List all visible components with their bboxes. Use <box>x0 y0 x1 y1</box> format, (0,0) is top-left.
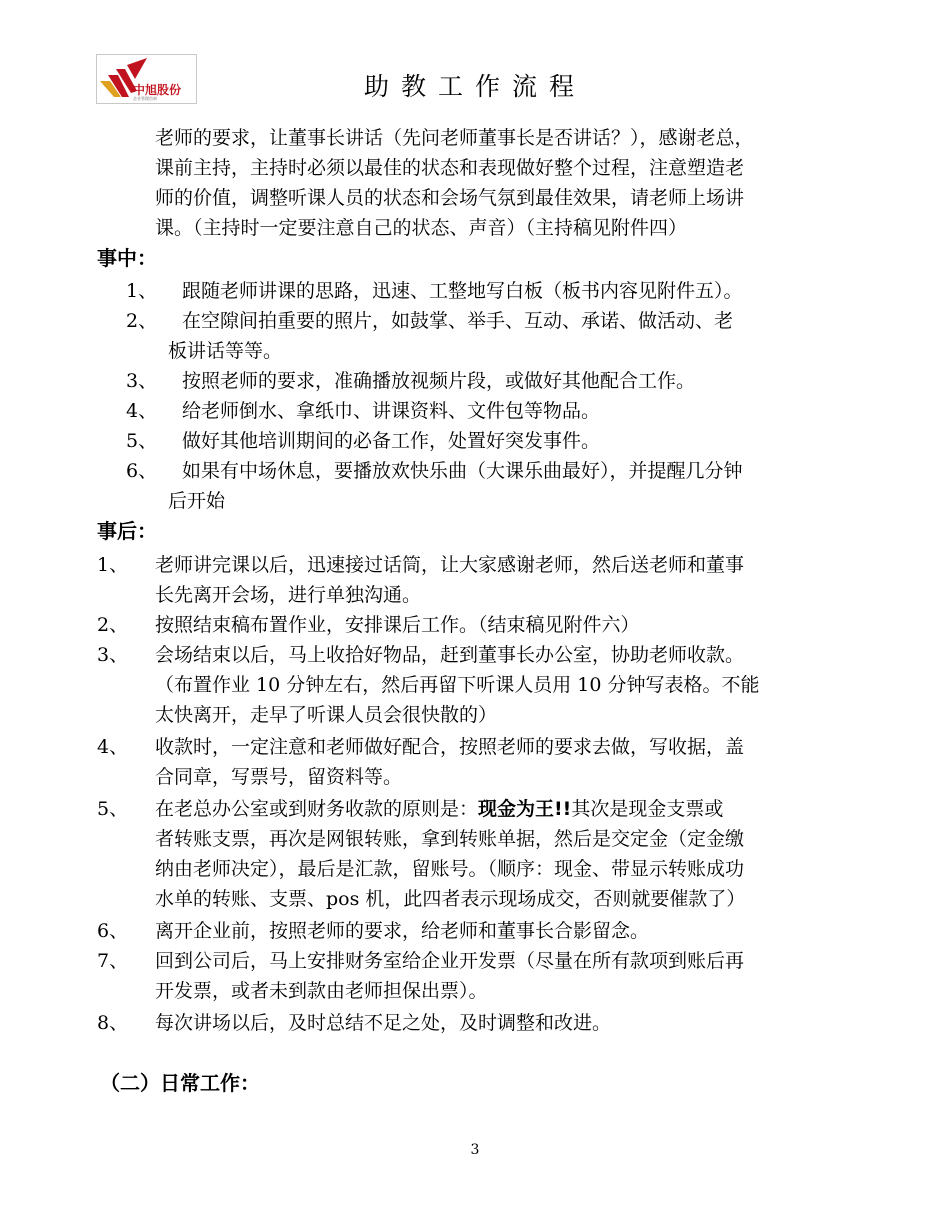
text-line: 课。（主持时一定要注意自己的状态、声音）（主持稿见附件四） <box>155 217 688 239</box>
list-item-text: 跟随老师讲课的思路，迅速、工整地写白板（板书内容见附件五）。 <box>182 280 743 302</box>
list-item-text: 如果有中场休息，要播放欢快乐曲（大课乐曲最好），并提醒几分钟 <box>182 460 743 482</box>
list-item-text: 回到公司后，马上安排财务室给企业开发票（尽量在所有款项到账后再 <box>155 950 745 972</box>
list-item-text: （布置作业 10 分钟左右，然后再留下听课人员用 10 分钟写表格。不能 <box>155 674 760 696</box>
list-item-text: 离开企业前，按照老师的要求，给老师和董事长合影留念。 <box>155 920 650 942</box>
emphasis-text: 现金为王!! <box>478 798 572 820</box>
list-item-number: 2、 <box>97 614 129 636</box>
list-item-text: 者转账支票，再次是网银转账，拿到转账单据，然后是交定金（定金缴 <box>155 828 745 850</box>
list-item-number: 6、 <box>97 920 129 942</box>
logo-subtext: 企业管理咨询 <box>133 96 157 101</box>
list-item-number: 1、 <box>97 554 129 576</box>
list-item-text: 水单的转账、支票、pos 机，此四者表示现场成交，否则就要催款了） <box>155 888 746 910</box>
page-title: 助教工作流程 <box>363 72 586 101</box>
list-item-text: 按照老师的要求，准确播放视频片段，或做好其他配合工作。 <box>182 370 696 392</box>
list-item-number: 8、 <box>97 1012 129 1034</box>
list-item-number: 5、 <box>97 798 129 820</box>
list-item-number: 2、 <box>126 310 158 332</box>
page-number: 3 <box>470 1142 480 1158</box>
logo-text: 中旭股份 <box>133 83 182 97</box>
list-item-text: 会场结束以后，马上收拾好物品，赶到董事长办公室，协助老师收款。 <box>155 644 745 666</box>
list-item-text: 纳由老师决定），最后是汇款，留账号。（顺序：现金、带显示转账成功 <box>155 858 745 880</box>
list-item-number: 5、 <box>126 430 158 452</box>
list-item-text: 按照结束稿布置作业，安排课后工作。（结束稿见附件六） <box>155 614 640 636</box>
section-heading-daily-work: （二）日常工作： <box>100 1071 260 1095</box>
list-item-text: 收款时，一定注意和老师做好配合，按照老师的要求去做，写收据，盖 <box>155 736 745 758</box>
section-heading: 事中： <box>97 246 157 270</box>
list-item-text: 开发票，或者未到款由老师担保出票）。 <box>155 980 488 1002</box>
list-item-text: 长先离开会场，进行单独沟通。 <box>155 584 422 606</box>
section-heading: 事后： <box>97 519 157 543</box>
list-item-number: 4、 <box>97 736 129 758</box>
list-item-number: 3、 <box>126 370 158 392</box>
list-item-text-pre: 在老总办公室或到财务收款的原则是： <box>155 798 479 820</box>
list-item-text <box>155 794 723 824</box>
list-item-number: 6、 <box>126 460 158 482</box>
list-item-number: 3、 <box>97 644 129 666</box>
list-item-text-post: 其次是现金支票或 <box>571 798 724 820</box>
text-line: 课前主持，主持时必须以最佳的状态和表现做好整个过程，注意塑造老 <box>155 157 745 179</box>
list-item-text: 合同章，写票号，留资料等。 <box>155 766 403 788</box>
list-item-number: 7、 <box>97 950 129 972</box>
list-item-number: 4、 <box>126 400 158 422</box>
list-item-text: 老师讲完课以后，迅速接过话筒，让大家感谢老师，然后送老师和董事 <box>155 554 745 576</box>
list-item-text: 太快离开，走早了听课人员会很快散的） <box>155 704 498 726</box>
text-line: 老师的要求，让董事长讲话（先问老师董事长是否讲话？），感谢老总， <box>155 127 754 149</box>
list-item-text: 每次讲场以后，及时总结不足之处，及时调整和改进。 <box>155 1012 612 1034</box>
list-item-text: 给老师倒水、拿纸巾、讲课资料、文件包等物品。 <box>182 400 601 422</box>
list-item-text: 板讲话等等。 <box>168 340 283 362</box>
list-item-number: 1、 <box>126 280 158 302</box>
list-item-text: 后开始 <box>168 490 226 512</box>
list-item-text: 在空隙间拍重要的照片，如鼓掌、举手、互动、承诺、做活动、老 <box>182 310 734 332</box>
text-line: 师的价值，调整听课人员的状态和会场气氛到最佳效果，请老师上场讲 <box>155 187 745 209</box>
list-item-text: 做好其他培训期间的必备工作，处置好突发事件。 <box>182 430 601 452</box>
